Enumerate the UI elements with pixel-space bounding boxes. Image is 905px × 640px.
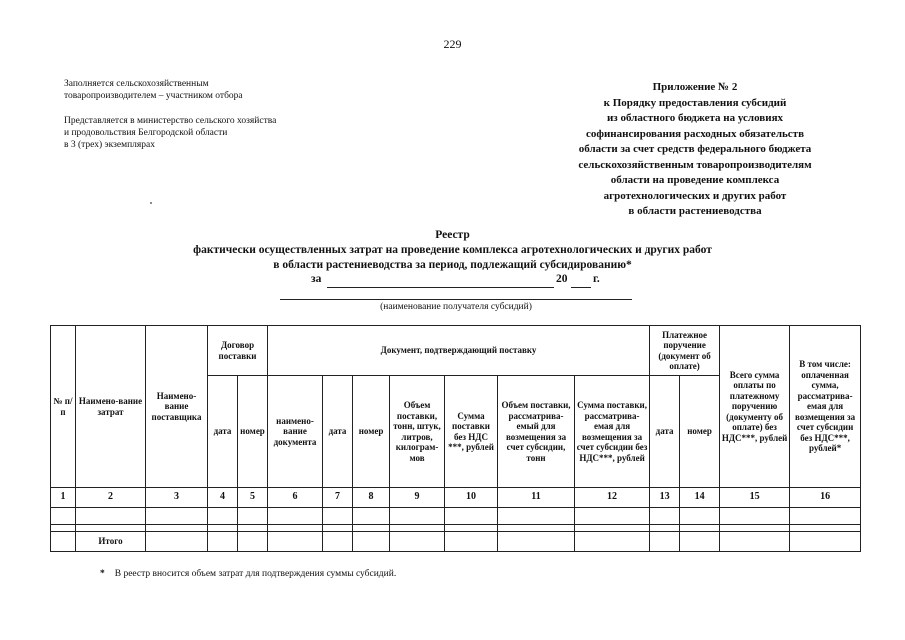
col-num-16: 16 (790, 488, 861, 508)
period-blank[interactable] (327, 287, 554, 288)
period-year-suffix: г. (593, 273, 600, 285)
header-doc-number: номер (353, 376, 390, 488)
footnote-text: В реестр вносится объем затрат для подтверждения суммы субсидий. (114, 569, 397, 579)
col-num-10: 10 (445, 488, 498, 508)
appendix-line-5: области за счет средств федерального бюджета (578, 143, 812, 155)
header-doc-date: дата (323, 376, 353, 488)
title-line-3: в области растениеводства за период, подлежащий субсидированию* (273, 259, 632, 271)
appendix-line-4: софинансирования расходных обязательств (585, 127, 805, 140)
col-num-11: 11 (498, 488, 575, 508)
submitted-to-line-2: и продовольствия Белгородской области (64, 128, 228, 138)
header-sum-reimb: Сумма поставки, рассматрива-емая для возмещения за счет субсидии без НДС***, рублей (575, 376, 650, 488)
header-payment: Платежное поручение (документ об оплате) (650, 326, 720, 376)
appendix-line-9: в области растениеводства (628, 205, 762, 217)
header-total-paid: Всего сумма оплаты по платежному поручению (документу об оплате) без НДС***, рублей (720, 326, 790, 488)
table-row (51, 508, 861, 525)
col-num-8: 8 (353, 488, 390, 508)
col-num-1: 1 (51, 488, 76, 508)
header-contract: Договор поставки (208, 326, 268, 376)
col-num-13: 13 (650, 488, 680, 508)
appendix-line-7: области на проведение комплекса (610, 174, 780, 186)
col-num-6: 6 (268, 488, 323, 508)
header-sum: Сумма поставки без НДС ***, рублей (445, 376, 498, 488)
col-num-5: 5 (238, 488, 268, 508)
recipient-blank[interactable] (280, 299, 632, 300)
submitted-to-note (64, 115, 276, 151)
appendix-line-3: из областного бюджета на условиях (606, 112, 784, 124)
appendix-line-1: Приложение № 2 (652, 81, 738, 93)
title-line-2: фактически осуществленных затрат на проведение комплекса агротехнологических и других работ (193, 244, 712, 256)
header-contract-number: номер (238, 376, 268, 488)
header-supplier-name: Наимено-вание поставщика (146, 326, 208, 488)
header-document: Документ, подтверждающий поставку (268, 326, 650, 376)
submitted-to-line-3: в 3 (трех) экземплярах (64, 140, 156, 150)
footnote (100, 569, 396, 579)
header-payment-date: дата (650, 376, 680, 488)
header-doc-name: наимено-вание документа (268, 376, 323, 488)
header-row-1 (51, 326, 861, 376)
period-prefix: за (311, 273, 322, 285)
col-num-2: 2 (76, 488, 146, 508)
submitted-to-line-1: Представляется в министерство сельского хозяйства (64, 116, 277, 126)
total-row (51, 532, 861, 552)
year-blank[interactable] (571, 287, 591, 288)
header-contract-date: дата (208, 376, 238, 488)
appendix-line-8: агротехнологических и других работ (603, 189, 787, 202)
col-num-9: 9 (390, 488, 445, 508)
footnote-marker: * (100, 569, 105, 579)
col-num-14: 14 (680, 488, 720, 508)
header-volume-reimb: Объем поставки, рассматрива-емый для возмещения за счет субсидии, тонн (498, 376, 575, 488)
scan-speck (150, 202, 152, 204)
filled-by-line-1: Заполняется сельскохозяйственным (64, 79, 209, 89)
header-no: № п/п (51, 326, 76, 488)
register-table (50, 325, 861, 552)
title-line-1: Реестр (435, 229, 470, 241)
page-number: 229 (443, 37, 462, 51)
column-number-row (51, 488, 861, 508)
filled-by-note (64, 78, 243, 102)
header-volume: Объем поставки, тонн, штук, литров, килограм-мов (390, 376, 445, 488)
col-num-4: 4 (208, 488, 238, 508)
header-cost-name: Наимено-вание затрат (76, 326, 146, 488)
total-label: Итого (76, 532, 146, 552)
col-num-15: 15 (720, 488, 790, 508)
header-incl-reimbursed: В том числе: оплаченная сумма, рассматрива-емая для возмещения за счет субсидии без НДС***, рублей* (790, 326, 861, 488)
appendix-line-6: сельскохозяйственным товаропроизводителям (578, 158, 812, 171)
table-row (51, 525, 861, 532)
col-num-7: 7 (323, 488, 353, 508)
register-title (0, 228, 905, 273)
filled-by-line-2: товаропроизводителем – участником отбора (64, 91, 243, 101)
appendix-heading (540, 80, 850, 220)
appendix-line-2: к Порядку предоставления субсидий (603, 96, 787, 109)
period-year: 20 (556, 273, 568, 285)
col-num-12: 12 (575, 488, 650, 508)
recipient-caption: (наименование получателя субсидий) (380, 302, 532, 312)
header-payment-number: номер (680, 376, 720, 488)
col-num-3: 3 (146, 488, 208, 508)
